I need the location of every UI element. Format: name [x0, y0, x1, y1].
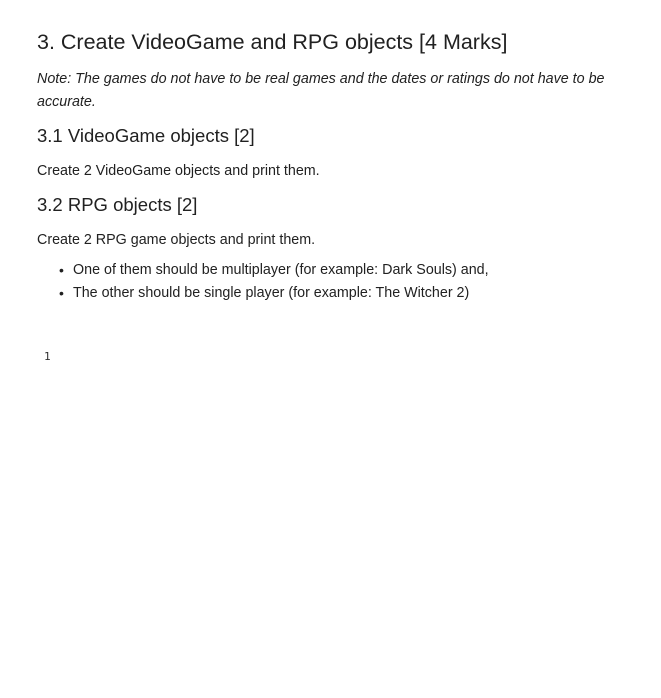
bullet-icon: •	[59, 285, 64, 301]
note-text: Note: The games do not have to be real games and the dates or ratings do not have to be accurate.	[37, 71, 605, 110]
rpg-bullet-list	[37, 259, 489, 305]
code-line-number: 1	[44, 350, 51, 363]
subsection-title-rpg: 3.2 RPG objects [2]	[37, 194, 198, 215]
bullet-icon: •	[59, 262, 64, 278]
list-item-text: The other should be single player (for example: The Witcher 2)	[73, 285, 470, 301]
list-item	[37, 282, 489, 305]
subsection-text-videogame: Create 2 VideoGame objects and print them.	[37, 163, 320, 179]
list-item	[37, 259, 489, 282]
section-heading: 3. Create VideoGame and RPG objects [4 Marks]	[37, 30, 508, 54]
list-item-text: One of them should be multiplayer (for example: Dark Souls) and,	[73, 262, 489, 278]
subsection-title-videogame: 3.1 VideoGame objects [2]	[37, 125, 255, 146]
subsection-text-rpg: Create 2 RPG game objects and print them.	[37, 232, 316, 248]
